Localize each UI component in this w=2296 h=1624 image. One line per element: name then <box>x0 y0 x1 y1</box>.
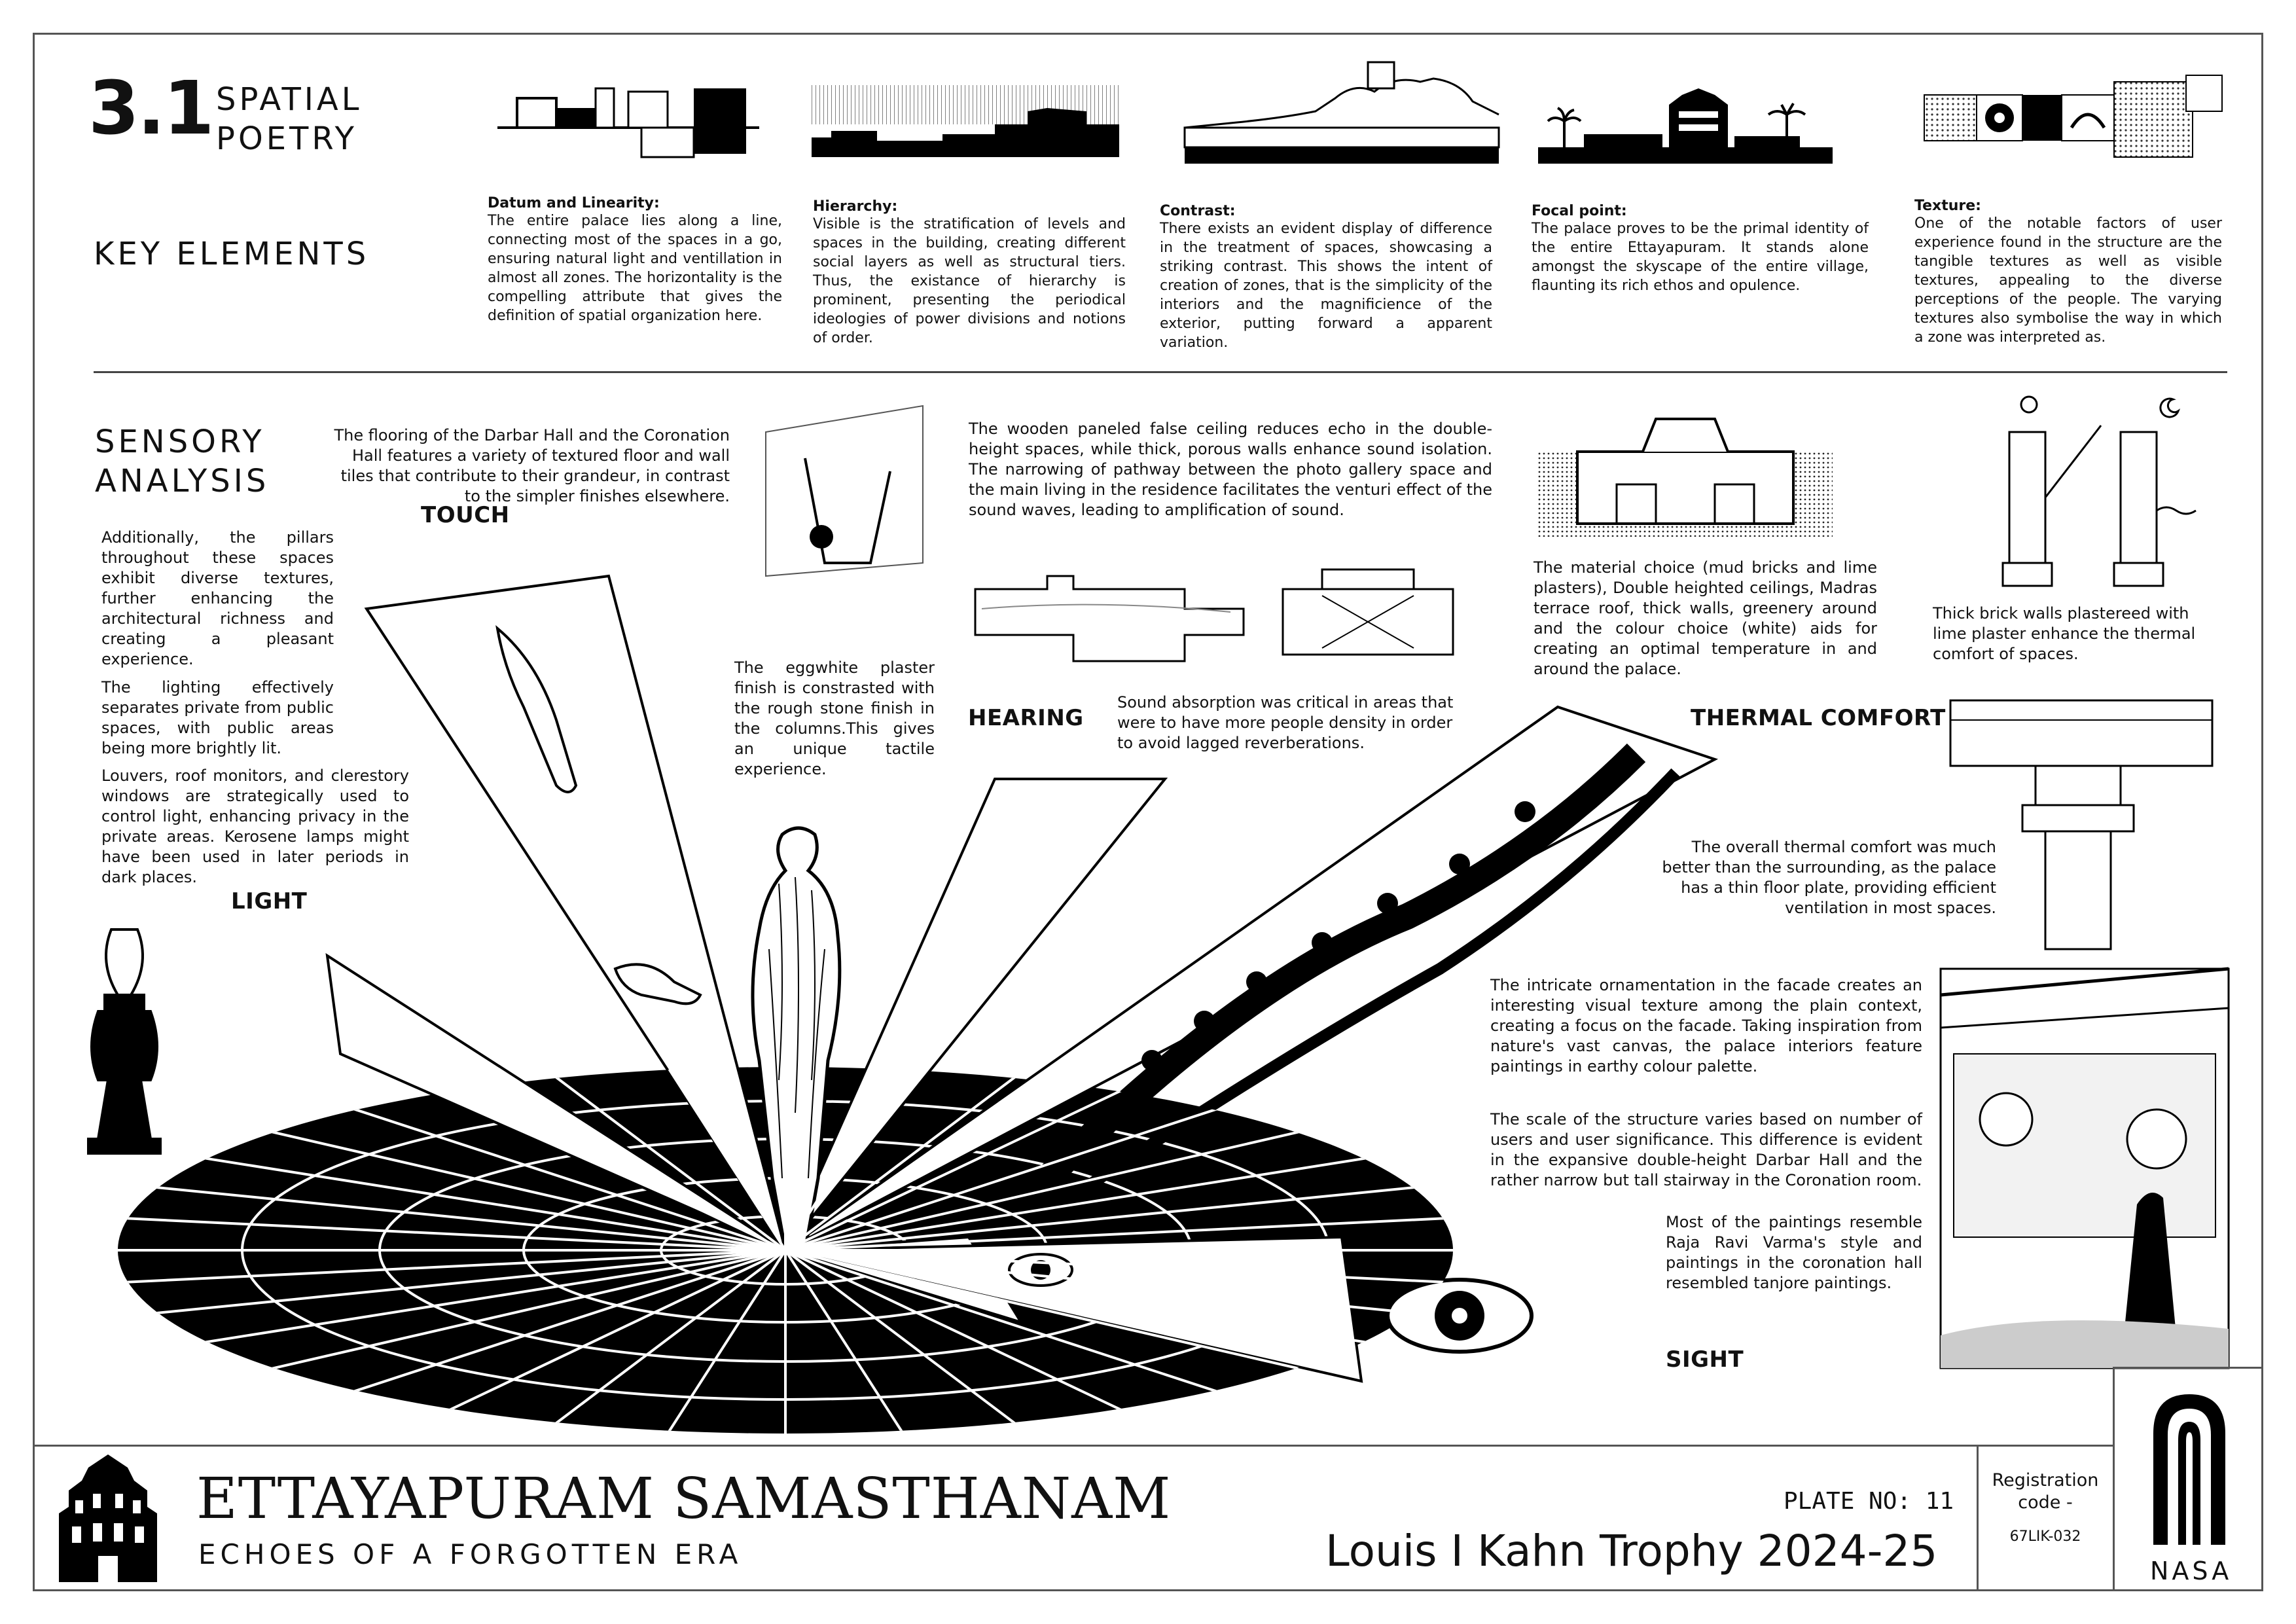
light-lighting-text: The lighting effectively separates private from public spaces, with public areas being more brightly lit. <box>101 678 334 757</box>
nasa-logo-icon <box>2153 1394 2225 1545</box>
section-number: 3.1 <box>88 66 213 151</box>
key-element-body: The entire palace lies along a line, connecting most of the spaces in a go, ensuring natural light and ventillation in almost all zones. The horizontality is the compelling attribute that gives the definition of spatial organization here. <box>488 213 782 324</box>
key-element-body: One of the notable factors of user experience found in the structure are the tangible textures as well as visible textures, appealing to the diverse perceptions of the people. The varying textures also symbolise the way in which a zone was interpreted as. <box>1914 215 2222 346</box>
palace-logo-icon <box>52 1454 164 1582</box>
nasa-logo-text: NASA <box>2150 1557 2233 1585</box>
project-subtitle: ECHOES OF A FORGOTTEN ERA <box>198 1538 743 1570</box>
hearing-absorption-text: Sound absorption was critical in areas that were to have more people density in order to avoid lagged reverberations. <box>1117 693 1454 752</box>
key-element-title: Texture: <box>1914 198 1981 214</box>
footer-divider-right-top <box>2113 1367 2263 1369</box>
registration-code: 67LIK-032 <box>2009 1528 2081 1545</box>
key-element-title: Datum and Linearity: <box>488 195 660 211</box>
registration-label-2: code - <box>2018 1492 2073 1513</box>
thermal-material-text: The material choice (mud bricks and lime plasters), Double heighted ceilings, Madras terrace roof, thick walls, greenery around and the colour choice (white) aids for creating an optimal temperature in and around the palace. <box>1534 558 1877 678</box>
plate-number: PLATE NO: 11 <box>1784 1488 1954 1515</box>
section-title-line2: POETRY <box>216 120 357 157</box>
hearing-section-drawing <box>969 569 1492 668</box>
hearing-heading: HEARING <box>968 705 1084 731</box>
sight-scale-text: The scale of the structure varies based on number of users and user significance. This difference is evident in the expansive double-height Darbar Hall and the rather narrow but tall stairway in the Coronation room. <box>1490 1110 1922 1189</box>
thermal-heading: THERMAL COMFORT <box>1691 705 1946 731</box>
key-element-body: The palace proves to be the primal identity of the entire Ettayapuram. It stands alone amongst the skyscape of the entire village, flaunting its rich ethos and opulence. <box>1532 221 1869 294</box>
section-title-line1: SPATIAL <box>216 81 363 118</box>
key-elements-heading: KEY ELEMENTS <box>94 236 370 272</box>
thermal-brick-walls-drawing <box>1970 386 2206 589</box>
key-element-body: There exists an evident display of difference in the treatment of spaces, showcasing a striking contrast. This shows the intent of creation of zones, that is the simplicity of the interiors and the magnificience of the exterior, putting forward a apparent variation. <box>1160 221 1492 351</box>
key-element-title: Focal point: <box>1532 203 1627 219</box>
key-element-title: Contrast: <box>1160 203 1236 219</box>
footer-reg-divider <box>1977 1445 1979 1591</box>
touch-heading: TOUCH <box>421 502 510 528</box>
sight-heading: SIGHT <box>1666 1346 1744 1373</box>
light-louvers-text: Louvers, roof monitors, and clerestory windows are strategically used to control light, enhancing privacy in the private areas. Kerosene lamps might have been used in later periods in dark places. <box>101 767 409 886</box>
footer-divider-right <box>2113 1367 2115 1591</box>
footer-divider <box>33 1445 2114 1447</box>
thermal-brick-text: Thick brick walls plastereed with lime plaster enhance the thermal comfort of spaces. <box>1933 604 2196 663</box>
hearing-ceiling-text: The wooden paneled false ceiling reduces echo in the double-height spaces, while thick, porous walls enhance sound isolation. The narrowing of pathway between the photo gallery space and the main living in the residence facilitates the venturi effect of the sound waves, leading to amplification of sound. <box>969 420 1492 519</box>
sensory-title-line1: SENSORY <box>95 424 265 460</box>
registration-label-1: Registration <box>1992 1470 2099 1490</box>
key-element-body: Visible is the stratification of levels and spaces in the building, creating different social layers as well as structural tiers. Thus, the existance of hierarchy is prominent, presenting the periodical ideologies of power divisions and notions of order. <box>813 216 1126 346</box>
thermal-overall-text: The overall thermal comfort was much better than the surrounding, as the palace has a thin floor plate, providing efficient ventilation in most spaces. <box>1662 838 1996 917</box>
competition-name: Louis I Kahn Trophy 2024-25 <box>1325 1526 1938 1576</box>
touch-flooring-text: The flooring of the Darbar Hall and the Coronation Hall features a variety of textured floor and wall tiles that contribute to their grandeur, in contrast to the simpler finishes elsewhere. <box>334 426 730 505</box>
sensory-title-line2: ANALYSIS <box>95 463 270 499</box>
registration-block <box>1983 1470 2108 1545</box>
project-title: ETTAYAPURAM SAMASTHANAM <box>196 1466 1172 1532</box>
sight-painting-drawing <box>1941 969 2229 1368</box>
key-element-title: Hierarchy: <box>813 198 898 215</box>
sight-paintings-text: Most of the paintings resemble Raja Ravi Varma's style and paintings in the coronation hall resembled tanjore paintings. <box>1666 1213 1922 1292</box>
sight-ornament-text: The intricate ornamentation in the facade creates an interesting visual texture among the plain context, creating a focus on the facade. Taking inspiration from nature's vast canvas, the palace interiors feature paintings in earthy colour palette. <box>1490 976 1922 1075</box>
light-heading: LIGHT <box>231 888 308 914</box>
touch-pillars-text: Additionally, the pillars throughout these spaces exhibit diverse textures, further enhancing the architectural richness and creating a pleasant experience. <box>101 528 334 668</box>
thermal-section-drawing <box>1538 406 1833 537</box>
touch-plaster-text: The eggwhite plaster finish is constrasted with the rough stone finish in the columns.This gives an unique tactile experience. <box>734 659 935 778</box>
